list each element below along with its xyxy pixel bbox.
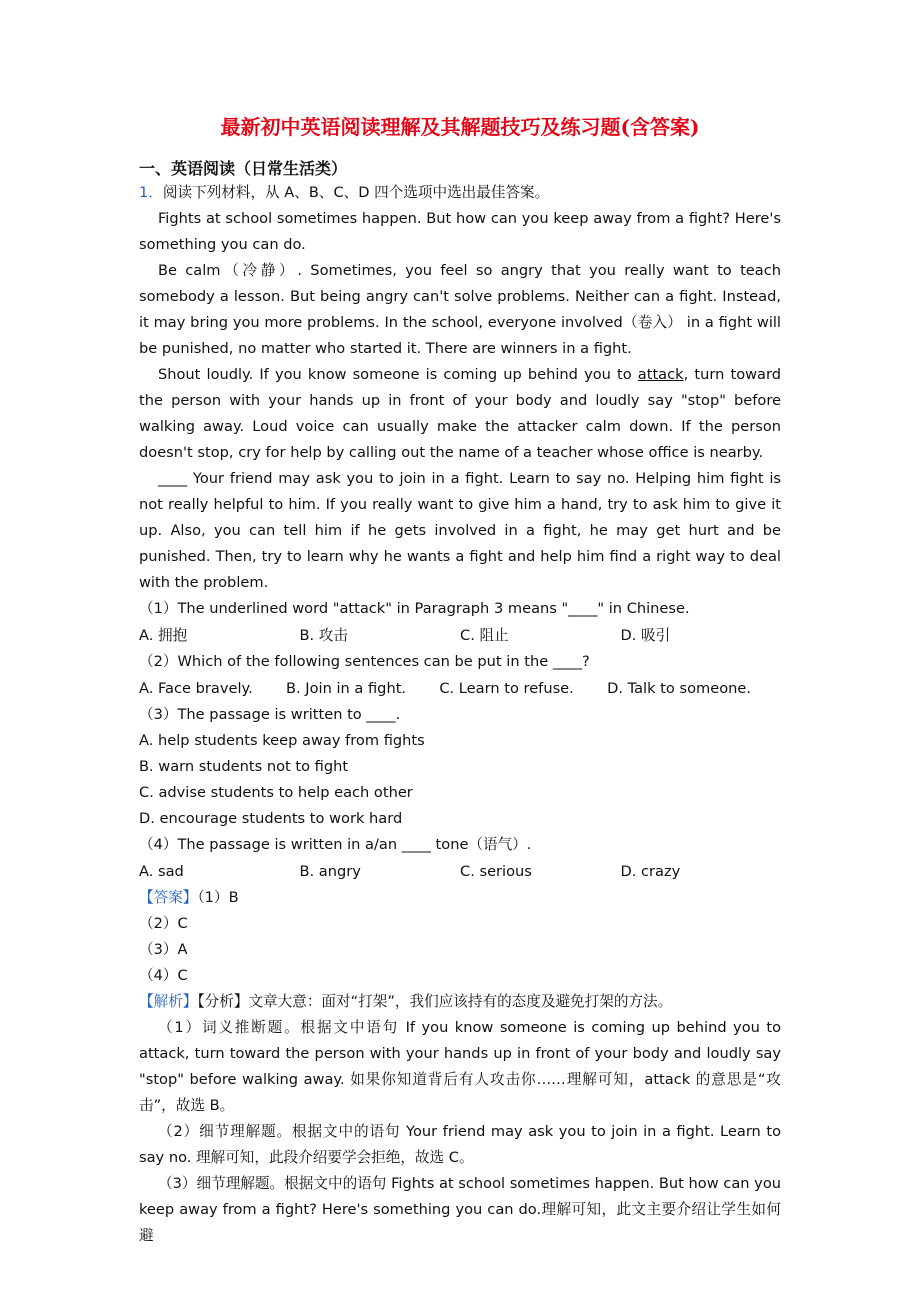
para3-text-b: , turn toward the person with your hands up in front of your body and loudly say "stop" before walking away. Loud voice can usually make the attacker calm down. If the person doesn't stop, cry for help by calling out the name of a teacher whose office is nearby.	[139, 366, 782, 461]
sub-question-3: （3）The passage is written to ____.	[139, 706, 401, 723]
option-b: B. 攻击	[299, 627, 348, 644]
passage-paragraph-3	[139, 362, 781, 466]
sub-question-1: （1）The underlined word "attack" in Paragraph 3 means "____" in Chinese.	[139, 600, 690, 617]
analysis-intro: 【分析】文章大意：面对“打架”，我们应该持有的态度及避免打架的方法。	[197, 993, 673, 1010]
option-c: C. Learn to refuse.	[439, 680, 574, 697]
answer-1: （1）B	[197, 889, 239, 906]
passage-paragraph-1: Fights at school sometimes happen. But how can you keep away from a fight? Here's something you can do.	[139, 210, 781, 253]
document-page	[139, 110, 781, 1249]
analysis-paragraph-2: （2）细节理解题。根据文中的语句 Your friend may ask you to join in a fight. Learn to say no. 理解可知，此段介绍要学会拒绝，故选 C。	[139, 1123, 781, 1166]
answer-tag: 【答案】	[139, 889, 198, 906]
section-heading: 一、英语阅读（日常生活类）	[139, 159, 348, 178]
question-number: 1．	[139, 184, 163, 201]
option-a: A. help students keep away from fights	[139, 732, 425, 749]
document-title: 最新初中英语阅读理解及其解题技巧及练习题(含答案)	[220, 115, 700, 139]
analysis-paragraph-3: （3）细节理解题。根据文中的语句 Fights at school sometimes happen. But how can you keep away from a fight? Here's something you can do.理解可知，此文主要介绍让学生如何避	[139, 1175, 781, 1244]
option-a: A. Face bravely.	[139, 680, 253, 697]
sub-question-4: （4）The passage is written in a/an ____ tone（语气）.	[139, 836, 532, 853]
options-row-2	[139, 675, 781, 702]
question-instruction	[139, 180, 781, 206]
option-b: B. Join in a fight.	[286, 680, 407, 697]
underlined-word-attack: attack	[637, 366, 684, 383]
answer-2: （2）C	[139, 915, 188, 932]
sub-question-2: （2）Which of the following sentences can be put in the ____?	[139, 653, 590, 670]
option-c: C. 阻止	[460, 627, 509, 644]
options-row-4	[139, 858, 781, 885]
option-c: C. advise students to help each other	[139, 784, 413, 801]
passage-paragraph-4: ____ Your friend may ask you to join in a fight. Learn to say no. Helping him fight is not really helpful to him. If you really want to give him a hand, try to ask him to give it up. Also, you can tell him if he gets involved in a fight, he may get hurt and be punished. Then, try to learn why he wants a fight and help him find a right way to deal with the problem.	[139, 470, 781, 591]
option-b: B. angry	[299, 863, 361, 880]
passage-paragraph-2: Be calm（冷静）. Sometimes, you feel so angry that you really want to teach somebody a lesson. But being angry can't solve problems. Neither can a fight. Instead, it may bring you more problems. In the school, everyone involved（卷入） in a fight will be punished, no matter who started it. There are winners in a fight.	[139, 262, 781, 357]
option-d: D. crazy	[620, 863, 681, 880]
option-a: A. 拥抱	[139, 627, 188, 644]
instruction-text: 阅读下列材料，从 A、B、C、D 四个选项中选出最佳答案。	[162, 184, 550, 201]
option-c: C. serious	[460, 863, 532, 880]
answer-3: （3）A	[139, 941, 188, 958]
option-d: D. 吸引	[620, 627, 671, 644]
analysis-tag: 【解析】	[139, 993, 198, 1010]
para3-text-a: Shout loudly. If you know someone is coming up behind you to	[157, 366, 638, 383]
answer-line-1	[139, 885, 781, 911]
option-b: B. warn students not to fight	[139, 758, 349, 775]
option-a: A. sad	[139, 863, 184, 880]
analysis-intro-line	[139, 989, 781, 1015]
analysis-paragraph-1: （1）词义推断题。根据文中语句 If you know someone is coming up behind you to attack, turn toward the person with your hands up in front of your body and loudly say "stop" before walking away. 如果你知道背后有人攻击你……理解可知，attack 的意思是“攻击”，故选 B。	[139, 1019, 781, 1114]
option-d: D. Talk to someone.	[607, 680, 751, 697]
option-d: D. encourage students to work hard	[139, 810, 403, 827]
answer-4: （4）C	[139, 967, 188, 984]
options-row-1	[139, 622, 781, 649]
